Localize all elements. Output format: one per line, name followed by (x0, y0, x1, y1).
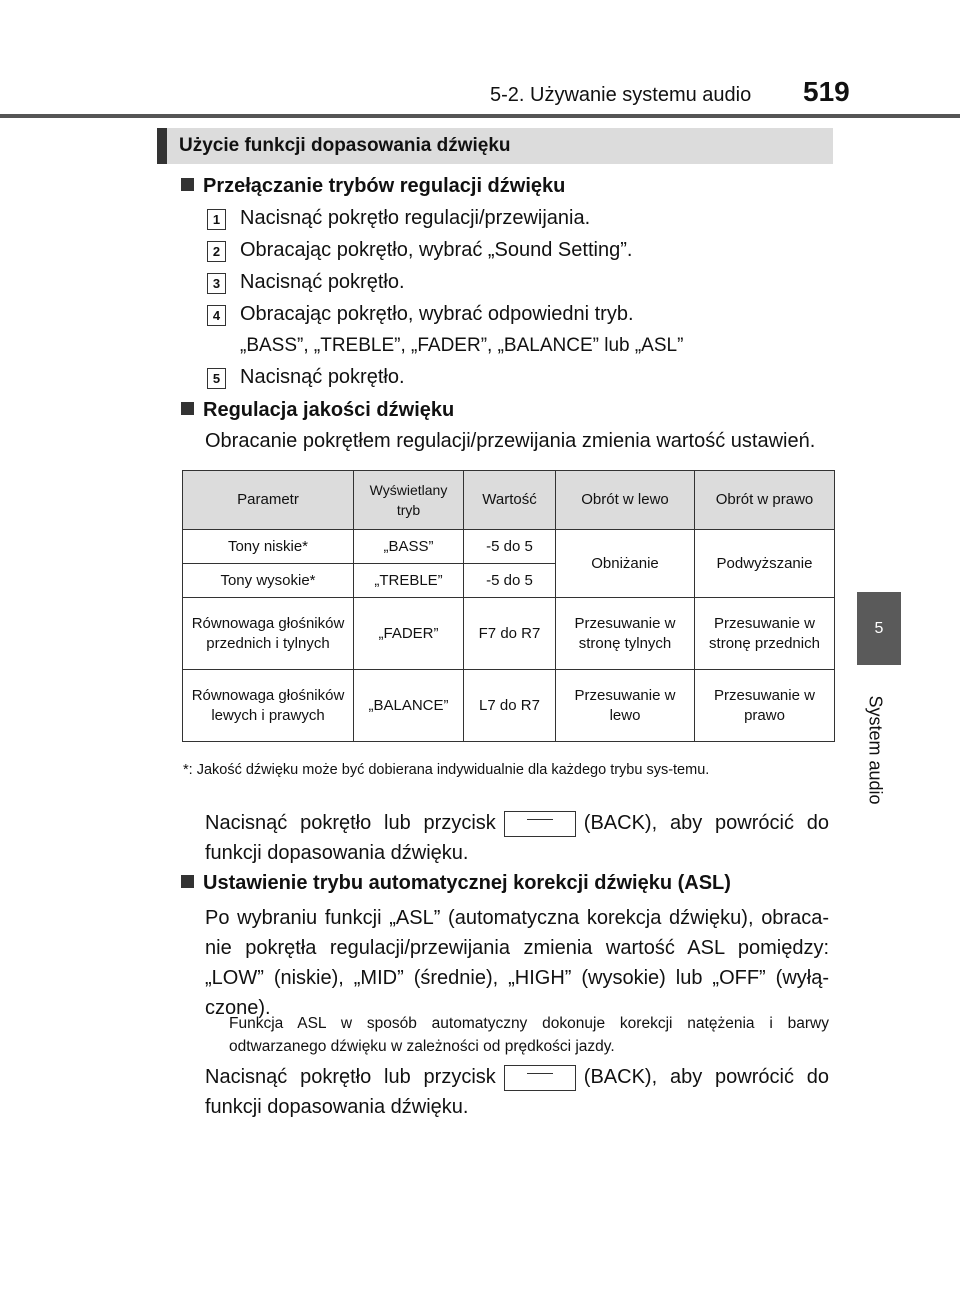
page-number: 519 (803, 76, 850, 107)
step-number-3: 3 (207, 273, 226, 294)
back-instruction-2 (205, 1062, 829, 1122)
back-button-icon (504, 1065, 576, 1091)
back-text-after: (BACK), aby powrócić do funkcji dopasowania dźwięku. (205, 1066, 830, 1118)
quality-description: Obracanie pokrętłem regulacji/przewijania zmienia wartość ustawień. (205, 430, 816, 452)
table-cell: „TREBLE” (354, 564, 464, 598)
table-cell: L7 do R7 (464, 670, 556, 742)
table-cell: Obniżanie (556, 530, 695, 598)
subheading-text: Przełączanie trybów regulacji dźwięku (203, 175, 566, 197)
chapter-label-text: System audio (865, 695, 886, 805)
table-cell: -5 do 5 (464, 564, 556, 598)
table-header-cell: Parametr (183, 471, 354, 530)
table-header-cell: Wyświetlany tryb (354, 471, 464, 530)
table-row (183, 670, 835, 742)
step-number-2: 2 (207, 241, 226, 262)
step-text-2: Obracając pokrętło, wybrać „Sound Setting”. (240, 239, 633, 261)
sound-parameters-table (182, 470, 835, 742)
table-cell: Tony wysokie* (183, 564, 354, 598)
table-cell: „BASS” (354, 530, 464, 564)
table-cell: „BALANCE” (354, 670, 464, 742)
square-bullet-icon (181, 402, 194, 415)
subheading-asl (181, 872, 731, 895)
table-header-cell: Obrót w lewo (556, 471, 695, 530)
header-section-title: 5-2. Używanie systemu audio (490, 84, 752, 106)
table-header-row (183, 471, 835, 530)
step-text-1: Nacisnąć pokrętło regulacji/przewijania. (240, 207, 591, 229)
table-cell: Przesuwanie w stronę przednich (695, 598, 835, 670)
step-4-note: „BASS”, „TREBLE”, „FADER”, „BALANCE” lub „ASL” (240, 335, 684, 356)
square-bullet-icon (181, 178, 194, 191)
step-number-1: 1 (207, 209, 226, 230)
subheading-quality (181, 399, 454, 422)
step-number-5: 5 (207, 368, 226, 389)
back-text-before: Nacisnąć pokrętło lub przycisk (205, 812, 496, 834)
table-cell: Przesuwanie w prawo (695, 670, 835, 742)
step-number-4: 4 (207, 305, 226, 326)
table-header-cell: Obrót w prawo (695, 471, 835, 530)
step-text-4: Obracając pokrętło, wybrać odpowiedni tryb. (240, 303, 634, 325)
back-text-after: (BACK), aby powrócić do funkcji dopasowania dźwięku. (205, 812, 830, 864)
subheading-mode-switch (181, 175, 565, 198)
asl-note: Funkcja ASL w sposób automatyczny dokonuje korekcji natężenia i barwy odtwarzanego dźwięku w zależności od prędkości jazdy. (229, 1015, 829, 1055)
table-cell: Równowaga głośników lewych i prawych (183, 670, 354, 742)
asl-description: Po wybraniu funkcji „ASL” (automatyczna korekcja dźwięku), obraca-nie pokrętła regulacji/przewijania zmienia wartość ASL pomiędzy: „LOW” (niskie), „MID” (średnie), „HIGH” (wysokie) lub „OFF” (wyłą-czone). (205, 907, 829, 1019)
chapter-tab: 5 (857, 592, 901, 665)
header-rule (0, 114, 960, 118)
table-row (183, 530, 835, 564)
table-header-cell: Wartość (464, 471, 556, 530)
back-text-before: Nacisnąć pokrętło lub przycisk (205, 1066, 496, 1088)
table-cell: „FADER” (354, 598, 464, 670)
table-row (183, 598, 835, 670)
table-cell: Podwyższanie (695, 530, 835, 598)
chapter-label (855, 680, 895, 820)
table-cell: F7 do R7 (464, 598, 556, 670)
step-text-3: Nacisnąć pokrętło. (240, 271, 405, 293)
table-cell: -5 do 5 (464, 530, 556, 564)
subheading-text: Regulacja jakości dźwięku (203, 399, 455, 421)
subheading-text: Ustawienie trybu automatycznej korekcji dźwięku (ASL) (203, 872, 731, 894)
back-button-icon (504, 811, 576, 837)
table-cell: Równowaga głośników przednich i tylnych (183, 598, 354, 670)
step-text-5: Nacisnąć pokrętło. (240, 366, 405, 388)
table-cell: Tony niskie* (183, 530, 354, 564)
table-cell: Przesuwanie w lewo (556, 670, 695, 742)
table-cell: Przesuwanie w stronę tylnych (556, 598, 695, 670)
table-footnote: *: Jakość dźwięku może być dobierana indywidualnie dla każdego trybu sys-temu. (183, 762, 710, 778)
square-bullet-icon (181, 875, 194, 888)
section-title: Użycie funkcji dopasowania dźwięku (157, 128, 833, 164)
back-instruction-1 (205, 808, 829, 868)
